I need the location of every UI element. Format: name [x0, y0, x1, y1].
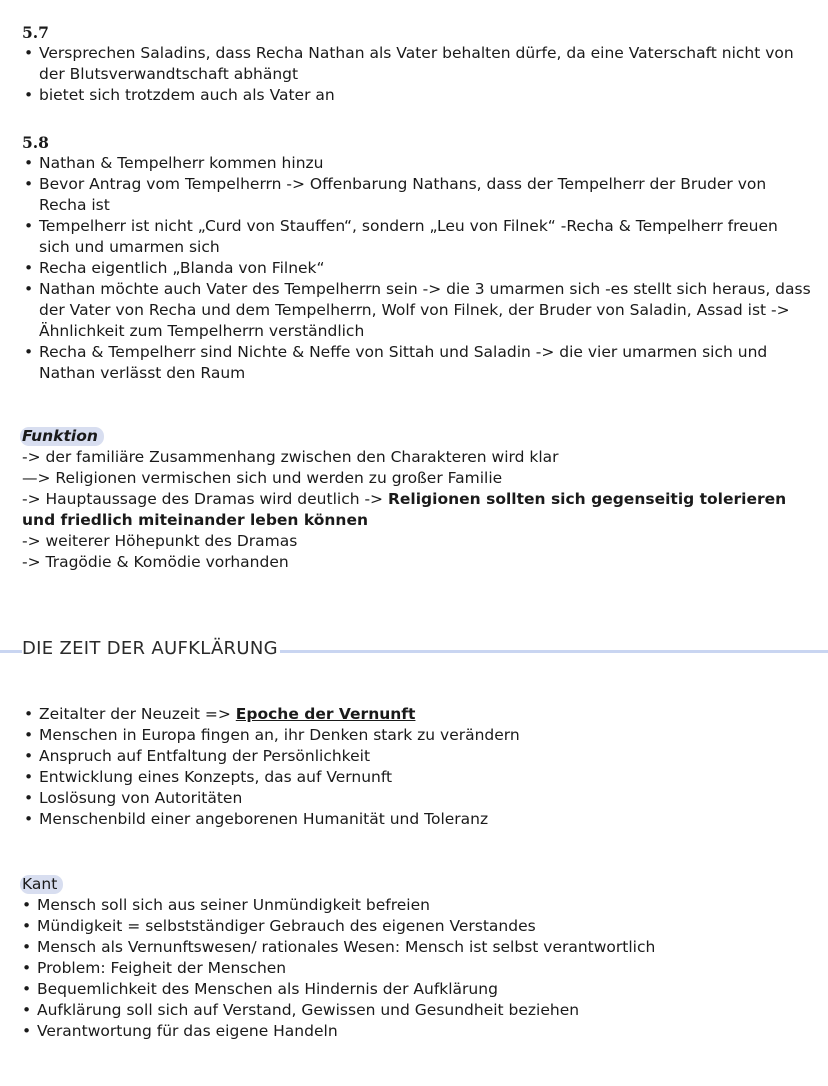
list-item-text: Aufklärung soll sich auf Verstand, Gewissen und Gesundheit beziehen: [37, 1001, 580, 1019]
list-item: [22, 746, 812, 767]
list-item-text: Anspruch auf Entfaltung der Persönlichkeit: [39, 747, 371, 765]
list-item-text: Bevor Antrag vom Tempelherrn -> Offenbarung Nathans, dass der Tempelherr der Bruder von Recha ist: [39, 175, 767, 214]
list-item-text: Problem: Feigheit der Menschen: [37, 959, 287, 977]
bullet-icon: •: [24, 768, 34, 786]
bullet-list: [22, 895, 812, 1042]
aufklaerung-section: [22, 704, 812, 830]
funktion-line: —> Religionen vermischen sich und werden zu großer Familie: [22, 469, 503, 487]
list-item: [22, 279, 812, 342]
bullet-icon: •: [24, 259, 34, 277]
bullet-icon: •: [24, 705, 34, 723]
list-item: [22, 809, 812, 830]
key-message: Religionen sollten sich gegenseitig tolerieren und friedlich miteinander leben können: [22, 490, 787, 529]
bullet-icon: •: [24, 280, 34, 298]
bullet-icon: •: [22, 980, 32, 998]
bullet-icon: •: [24, 343, 34, 361]
list-item: [22, 704, 812, 725]
list-item-text: Verantwortung für das eigene Handeln: [37, 1022, 338, 1040]
bullet-icon: •: [22, 917, 32, 935]
list-item: [22, 895, 812, 916]
list-item: [22, 85, 812, 106]
list-item: [22, 43, 812, 85]
bullet-icon: •: [24, 726, 34, 744]
list-item: [22, 174, 812, 216]
funktion-line: -> der familiäre Zusammenhang zwischen den Charakteren wird klar: [22, 448, 559, 466]
list-item: [22, 788, 812, 809]
list-item: [22, 216, 812, 258]
section-5-7: [22, 22, 812, 106]
list-item: [22, 937, 812, 958]
list-item-text: Bequemlichkeit des Menschen als Hindernis der Aufklärung: [37, 980, 498, 998]
emphasized-term: Epoche der Vernunft: [235, 705, 416, 723]
bullet-icon: •: [24, 789, 34, 807]
list-item-text: bietet sich trotzdem auch als Vater an: [39, 86, 335, 104]
bullet-list: [22, 153, 812, 384]
list-item: [22, 979, 812, 1000]
list-item-text: Menschenbild einer angeborenen Humanität und Toleranz: [39, 810, 489, 828]
bullet-list: [22, 43, 812, 106]
bullet-icon: •: [22, 959, 32, 977]
list-item-text: Nathan möchte auch Vater des Tempelherrn sein -> die 3 umarmen sich -es stellt sich heraus, dass der Vater von Recha und dem Tempelherrn, Wolf von Filnek, der Bruder von Saladin, Assad ist -> Ähnlichkeit zum Tempelherrn verständlich: [39, 280, 811, 340]
bullet-icon: •: [24, 44, 34, 62]
section-heading: 5.7: [22, 23, 49, 42]
list-item-text: Entwicklung eines Konzepts, das auf Vernunft: [39, 768, 393, 786]
funktion-line-prefix: -> Hauptaussage des Dramas wird deutlich ->: [22, 490, 388, 508]
bullet-icon: •: [24, 810, 34, 828]
bullet-list: [22, 704, 812, 830]
section-heading: 5.8: [22, 133, 49, 152]
funktion-line: -> weiterer Höhepunkt des Dramas: [22, 532, 298, 550]
funktion-heading: Funktion: [20, 427, 104, 446]
bullet-icon: •: [24, 217, 34, 235]
list-item: [22, 916, 812, 937]
list-item-text: Recha eigentlich „Blanda von Filnek“: [39, 259, 325, 277]
section-title: DIE ZEIT DER AUFKLÄRUNG: [22, 638, 278, 659]
list-item: [22, 1021, 812, 1042]
list-item: [22, 1000, 812, 1021]
bullet-icon: •: [24, 86, 34, 104]
list-item-text: Tempelherr ist nicht „Curd von Stauffen“, sondern „Leu von Filnek“ -Recha & Tempelherr freuen sich und umarmen sich: [39, 217, 778, 256]
funktion-line: [22, 489, 812, 531]
bullet-icon: •: [22, 896, 32, 914]
list-item: [22, 767, 812, 788]
bullet-icon: •: [24, 175, 34, 193]
bullet-icon: •: [22, 1022, 32, 1040]
list-item-text: Versprechen Saladins, dass Recha Nathan als Vater behalten dürfe, da eine Vaterschaft nicht von der Blutsverwandtschaft abhängt: [39, 44, 794, 83]
bullet-icon: •: [24, 154, 34, 172]
bullet-icon: •: [24, 747, 34, 765]
kant-heading: Kant: [20, 875, 63, 894]
kant-section: [22, 874, 812, 1042]
list-item-text: Zeitalter der Neuzeit =>: [39, 705, 236, 723]
section-5-8: [22, 132, 812, 384]
list-item-text: Nathan & Tempelherr kommen hinzu: [39, 154, 324, 172]
list-item-text: Mündigkeit = selbstständiger Gebrauch des eigenen Verstandes: [37, 917, 536, 935]
list-item: [22, 258, 812, 279]
list-item: [22, 153, 812, 174]
funktion-section: [22, 426, 812, 573]
list-item-text: Recha & Tempelherr sind Nichte & Neffe von Sittah und Saladin -> die vier umarmen sich und Nathan verlässt den Raum: [39, 343, 768, 382]
list-item: [22, 958, 812, 979]
list-item: [22, 342, 812, 384]
funktion-line: -> Tragödie & Komödie vorhanden: [22, 553, 289, 571]
bullet-icon: •: [22, 938, 32, 956]
list-item: [22, 725, 812, 746]
list-item-text: Mensch als Vernunftswesen/ rationales Wesen: Mensch ist selbst verantwortlich: [37, 938, 656, 956]
list-item-text: Loslösung von Autoritäten: [39, 789, 243, 807]
list-item-text: Menschen in Europa fingen an, ihr Denken stark zu verändern: [39, 726, 520, 744]
list-item-text: Mensch soll sich aus seiner Unmündigkeit befreien: [37, 896, 430, 914]
bullet-icon: •: [22, 1001, 32, 1019]
